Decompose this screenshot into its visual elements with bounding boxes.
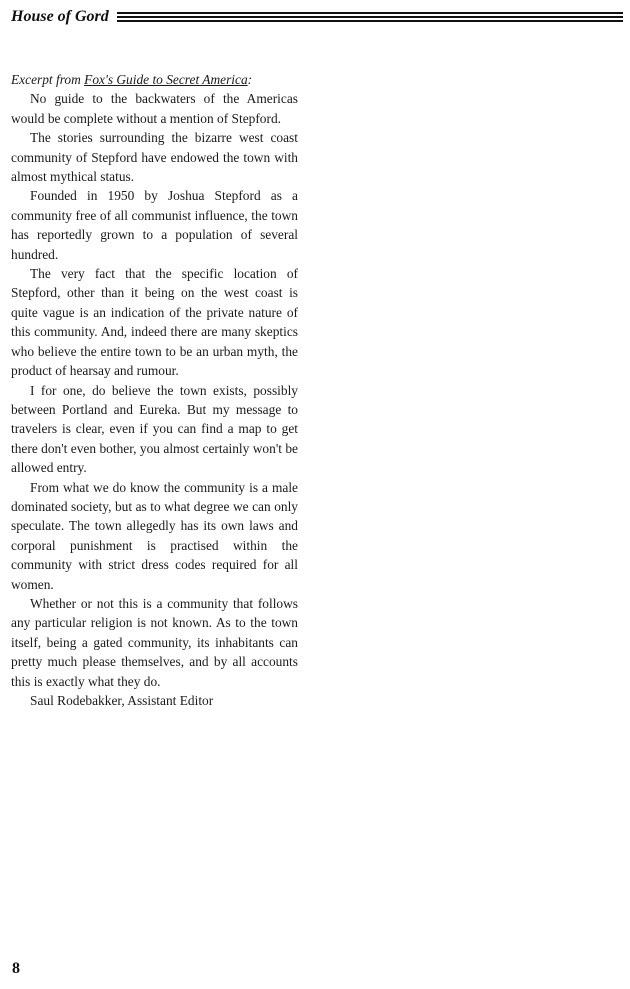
article-column	[11, 70, 298, 710]
article-paragraph: I for one, do believe the town exists, possibly between Portland and Eureka. But my message to travelers is clear, even if you can find a map to get there don't even bother, you almost certainly won't be allowed entry.	[11, 382, 298, 476]
article-paragraph: Founded in 1950 by Joshua Stepford as a community free of all communist influence, the town has reportedly grown to a population of several hundred.	[11, 188, 298, 262]
header-rule-line	[117, 16, 623, 18]
header-rule	[117, 12, 623, 22]
excerpt-colon: :	[247, 72, 253, 87]
article-paragraph: Whether or not this is a community that follows any particular religion is not known. As to the town itself, being a gated community, its inhabitants can pretty much please themselves, and by all accounts this is exactly what they do.	[11, 595, 298, 689]
page-number: 8	[12, 960, 20, 977]
header-rule-line	[117, 12, 623, 14]
article-paragraph: No guide to the backwaters of the Americas would be complete without a mention of Stepford.	[11, 91, 298, 126]
excerpt-prefix: Excerpt from	[11, 72, 85, 87]
author-signature: Saul Rodebakker, Assistant Editor	[30, 693, 214, 708]
publication-title: House of Gord	[11, 8, 109, 25]
header-rule-line	[117, 20, 623, 22]
article-paragraph: From what we do know the community is a male dominated society, but as to what degree we can only speculate. The town allegedly has its own laws and corporal punishment is practised within the community with strict dress codes required for all women.	[11, 479, 298, 592]
book-title: Fox's Guide to Secret America	[84, 72, 248, 87]
article-paragraph: The stories surrounding the bizarre west coast community of Stepford have endowed the town with almost mythical status.	[11, 130, 298, 185]
excerpt-intro	[11, 70, 298, 89]
article-paragraph: The very fact that the specific location of Stepford, other than it being on the west coast is quite vague is an indication of the private nature of this community. And, indeed there are many skeptics who believe the entire town to be an urban myth, the product of hearsay and rumour.	[11, 266, 298, 379]
page-header	[11, 7, 623, 29]
